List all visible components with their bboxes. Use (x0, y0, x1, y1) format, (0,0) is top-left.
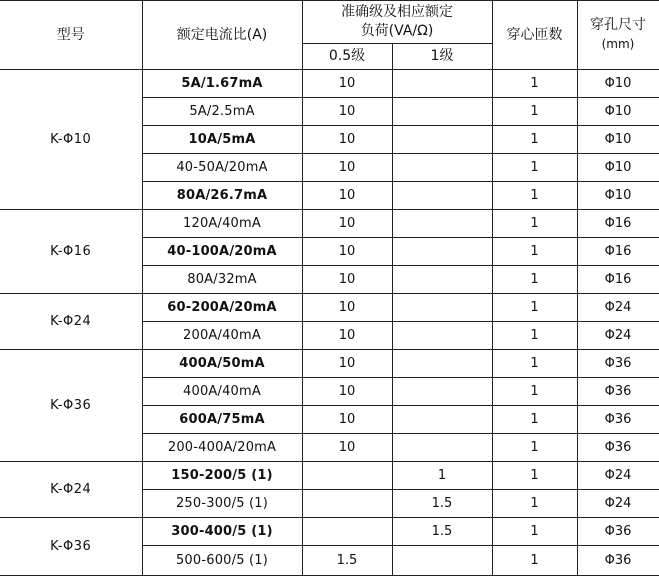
acc1-cell: 1.5 (392, 518, 492, 546)
acc1-cell: 1.5 (392, 490, 492, 518)
turns-cell: 1 (492, 462, 577, 490)
turns-cell: 1 (492, 434, 577, 462)
acc1-cell (392, 434, 492, 462)
turns-cell: 1 (492, 322, 577, 350)
acc05-cell: 10 (302, 182, 392, 210)
header-accuracy (302, 1, 492, 44)
acc05-cell (302, 518, 392, 546)
acc1-cell (392, 210, 492, 238)
table-row (0, 294, 659, 322)
acc05-cell: 10 (302, 406, 392, 434)
turns-cell: 1 (492, 154, 577, 182)
turns-cell: 1 (492, 98, 577, 126)
hole-cell: Φ10 (577, 70, 659, 98)
turns-cell: 1 (492, 406, 577, 434)
table-row (0, 350, 659, 378)
hole-cell: Φ36 (577, 546, 659, 576)
acc1-cell (392, 546, 492, 576)
hole-cell: Φ24 (577, 322, 659, 350)
header-acc-05: 0.5级 (302, 44, 392, 70)
ratio-cell: 600A/75mA (142, 406, 302, 434)
acc05-cell: 10 (302, 154, 392, 182)
acc1-cell (392, 350, 492, 378)
ratio-cell: 150-200/5 (1) (142, 462, 302, 490)
ratio-cell: 80A/32mA (142, 266, 302, 294)
acc05-cell: 10 (302, 322, 392, 350)
hole-cell: Φ36 (577, 434, 659, 462)
acc05-cell: 10 (302, 126, 392, 154)
turns-cell: 1 (492, 182, 577, 210)
acc05-cell: 10 (302, 350, 392, 378)
hole-cell: Φ24 (577, 490, 659, 518)
ratio-cell: 500-600/5 (1) (142, 546, 302, 576)
model-cell: K-Φ16 (0, 210, 142, 294)
acc1-cell (392, 406, 492, 434)
acc05-cell (302, 490, 392, 518)
table-row (0, 518, 659, 546)
ratio-cell: 200A/40mA (142, 322, 302, 350)
acc1-cell: 1 (392, 462, 492, 490)
turns-cell: 1 (492, 210, 577, 238)
ratio-cell: 5A/1.67mA (142, 70, 302, 98)
turns-cell: 1 (492, 546, 577, 576)
acc05-cell: 10 (302, 378, 392, 406)
header-ratio: 额定电流比(A) (142, 1, 302, 70)
model-cell: K-Φ24 (0, 462, 142, 518)
hole-cell: Φ16 (577, 238, 659, 266)
hole-cell: Φ24 (577, 294, 659, 322)
acc1-cell (392, 266, 492, 294)
header-accuracy-line2: 负荷(VA/Ω) (360, 23, 434, 39)
ratio-cell: 40-50A/20mA (142, 154, 302, 182)
acc1-cell (392, 294, 492, 322)
acc1-cell (392, 126, 492, 154)
hole-cell: Φ36 (577, 406, 659, 434)
ratio-cell: 40-100A/20mA (142, 238, 302, 266)
header-turns: 穿心匝数 (492, 1, 577, 70)
ratio-cell: 120A/40mA (142, 210, 302, 238)
header-model: 型号 (0, 1, 142, 70)
acc05-cell: 10 (302, 294, 392, 322)
acc05-cell: 1.5 (302, 546, 392, 576)
acc05-cell: 10 (302, 266, 392, 294)
model-cell: K-Φ36 (0, 350, 142, 462)
header-hole-line1: 穿孔尺寸 (590, 17, 646, 33)
model-cell: K-Φ24 (0, 294, 142, 350)
ratio-cell: 80A/26.7mA (142, 182, 302, 210)
acc05-cell: 10 (302, 434, 392, 462)
hole-cell: Φ10 (577, 154, 659, 182)
acc05-cell (302, 462, 392, 490)
acc1-cell (392, 238, 492, 266)
turns-cell: 1 (492, 238, 577, 266)
hole-cell: Φ16 (577, 266, 659, 294)
model-cell: K-Φ36 (0, 518, 142, 576)
acc1-cell (392, 98, 492, 126)
acc05-cell: 10 (302, 98, 392, 126)
turns-cell: 1 (492, 294, 577, 322)
acc1-cell (392, 154, 492, 182)
table-row (0, 70, 659, 98)
ratio-cell: 300-400/5 (1) (142, 518, 302, 546)
ratio-cell: 250-300/5 (1) (142, 490, 302, 518)
hole-cell: Φ10 (577, 126, 659, 154)
header-acc-1: 1级 (392, 44, 492, 70)
hole-cell: Φ16 (577, 210, 659, 238)
hole-cell: Φ10 (577, 182, 659, 210)
header-accuracy-line1: 准确级及相应额定 (341, 4, 453, 20)
hole-cell: Φ36 (577, 518, 659, 546)
ratio-cell: 400A/50mA (142, 350, 302, 378)
ratio-cell: 5A/2.5mA (142, 98, 302, 126)
acc05-cell: 10 (302, 238, 392, 266)
turns-cell: 1 (492, 126, 577, 154)
header-hole-line2: (mm) (601, 37, 635, 51)
turns-cell: 1 (492, 70, 577, 98)
hole-cell: Φ36 (577, 378, 659, 406)
turns-cell: 1 (492, 350, 577, 378)
ratio-cell: 60-200A/20mA (142, 294, 302, 322)
acc05-cell: 10 (302, 70, 392, 98)
header-hole (577, 1, 659, 70)
turns-cell: 1 (492, 490, 577, 518)
acc05-cell: 10 (302, 210, 392, 238)
acc1-cell (392, 70, 492, 98)
turns-cell: 1 (492, 266, 577, 294)
acc1-cell (392, 322, 492, 350)
acc1-cell (392, 182, 492, 210)
turns-cell: 1 (492, 378, 577, 406)
ratio-cell: 10A/5mA (142, 126, 302, 154)
hole-cell: Φ24 (577, 462, 659, 490)
table-row (0, 210, 659, 238)
hole-cell: Φ10 (577, 98, 659, 126)
hole-cell: Φ36 (577, 350, 659, 378)
model-cell: K-Φ10 (0, 70, 142, 210)
turns-cell: 1 (492, 518, 577, 546)
table-row (0, 462, 659, 490)
ratio-cell: 400A/40mA (142, 378, 302, 406)
acc1-cell (392, 378, 492, 406)
ratio-cell: 200-400A/20mA (142, 434, 302, 462)
